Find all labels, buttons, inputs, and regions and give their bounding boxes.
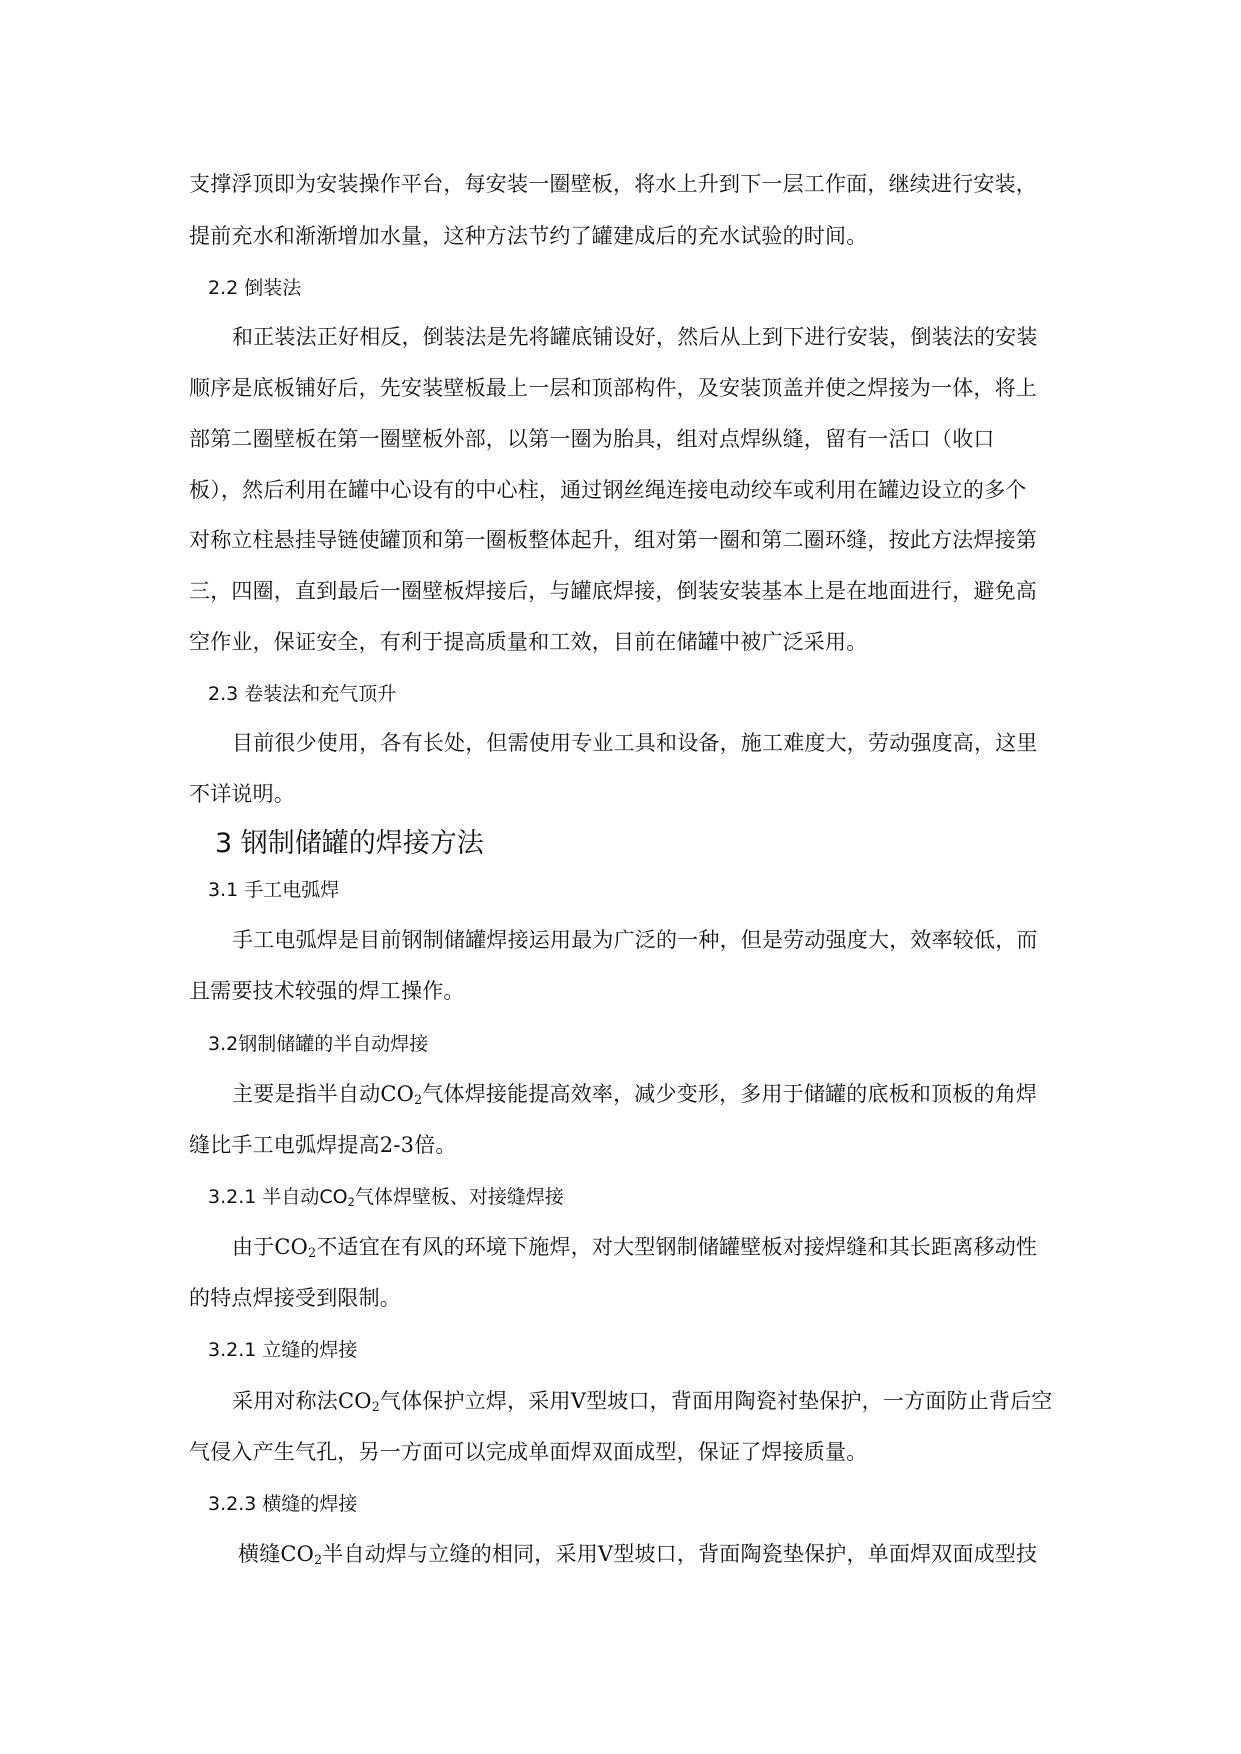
section-heading-3-2-1 [208,1183,564,1211]
text-run: 由于CO [232,1235,309,1259]
text-run: 不适宜在有风的环境下施焊，对大型钢制储罐壁板对接焊缝和其长距离移动性 [316,1235,1038,1259]
text-run: 半自动焊与立缝的相同，采用V型坡口，背面陶瓷垫保护，单面焊双面成型技 [322,1542,1038,1566]
paragraph-line [232,1386,1052,1416]
subscript: 2 [314,1552,323,1568]
paragraph-line: 手工电弧焊是目前钢制储罐焊接运用最为广泛的一种，但是劳动强度大，效率较低，而 [232,928,1038,952]
text-run: 横缝CO [238,1542,315,1566]
text-run: 采用对称法CO [232,1389,372,1413]
paragraph-line: 对称立柱悬挂导链使罐顶和第一圈板整体起升，组对第一圈和第二圈环缝，按此方法焊接第 [189,528,1037,552]
subscript: 2 [308,1245,317,1261]
subscript: 2 [347,1194,355,1209]
text-run: 3.2.1 半自动CO [208,1186,348,1208]
paragraph-line: 气侵入产生气孔，另一方面可以完成单面焊双面成型，保证了焊接质量。 [189,1440,868,1464]
text-run: 气体保护立焊，采用V型坡口，背面用陶瓷衬垫保护，一方面防止背后空 [379,1389,1053,1413]
paragraph-line [232,1079,1037,1109]
paragraph-line: 目前很少使用，各有长处，但需使用专业工具和设备，施工难度大，劳动强度高，这里 [232,731,1038,755]
section-heading-3-1: 3.1 手工电弧焊 [208,879,340,901]
paragraph-line: 的特点焊接受到限制。 [189,1286,401,1310]
section-heading-2-3: 2.3 卷装法和充气顶升 [208,683,397,705]
paragraph-line [238,1539,1037,1569]
section-heading-3-2-3: 3.2.3 横缝的焊接 [208,1493,358,1515]
paragraph-line: 和正装法正好相反，倒装法是先将罐底铺设好，然后从上到下进行安装，倒装法的安装 [232,325,1038,349]
paragraph-line [232,1232,1037,1262]
paragraph-line: 支撑浮顶即为安装操作平台，每安装一圈壁板，将水上升到下一层工作面，继续进行安装， [189,172,1037,196]
text-run: 气体焊壁板、对接缝焊接 [354,1186,564,1208]
paragraph-line: 不详说明。 [189,782,295,806]
paragraph-line: 三，四圈，直到最后一圈壁板焊接后，与罐底焊接，倒装安装基本上是在地面进行，避免高 [189,579,1037,603]
section-heading-3: 3 钢制储罐的焊接方法 [215,828,484,859]
paragraph-line: 空作业，保证安全，有利于提高质量和工效，目前在储罐中被广泛采用。 [189,630,868,654]
subscript: 2 [371,1399,380,1415]
paragraph-line: 且需要技术较强的焊工操作。 [189,979,465,1003]
paragraph-line: 提前充水和渐渐增加水量，这种方法节约了罐建成后的充水试验的时间。 [189,224,868,248]
text-run: 主要是指半自动CO [232,1082,415,1106]
paragraph-line: 部第二圈壁板在第一圈壁板外部，以第一圈为胎具，组对点焊纵缝，留有一活口（收口 [189,427,995,451]
section-heading-3-2-1-vertical: 3.2.1 立缝的焊接 [208,1339,358,1361]
text-run: 气体焊接能提高效率，减少变形，多用于储罐的底板和顶板的角焊 [422,1082,1038,1106]
paragraph-line: 板），然后利用在罐中心设有的中心柱，通过钢丝绳连接电动绞车或利用在罐边设立的多个 [189,478,1027,502]
paragraph-line: 顺序是底板铺好后，先安装壁板最上一层和顶部构件，及安装顶盖并使之焊接为一体，将上 [189,376,1037,400]
paragraph-line: 缝比手工电弧焊提高2-3倍。 [189,1133,457,1157]
subscript: 2 [414,1092,423,1108]
section-heading-2-2: 2.2 倒装法 [208,277,302,299]
section-heading-3-2: 3.2钢制储罐的半自动焊接 [208,1033,429,1055]
